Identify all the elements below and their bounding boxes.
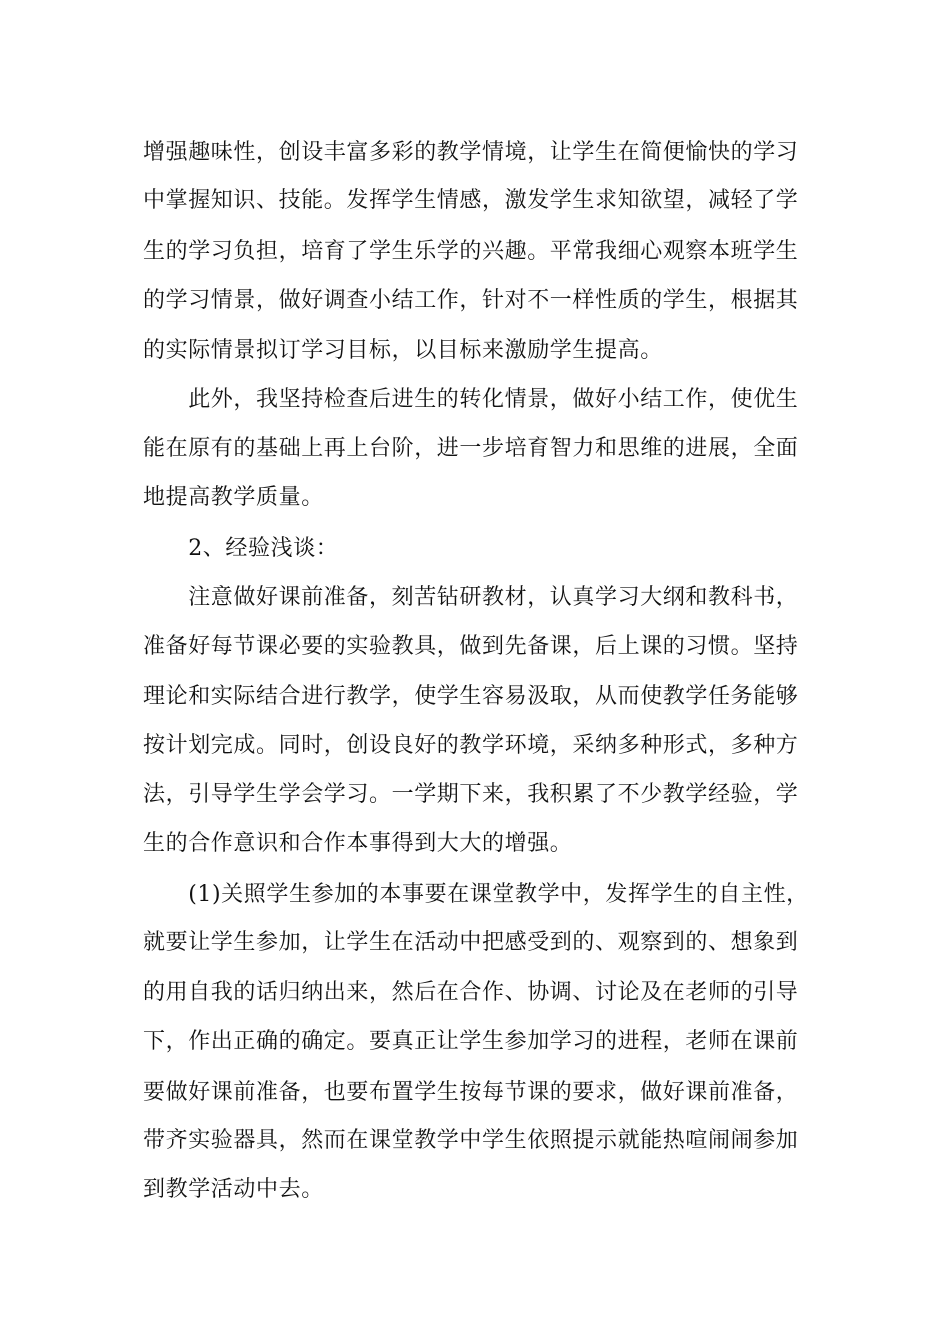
text-line: 到教学活动中去。	[143, 1177, 324, 1202]
text-line: 生的学习负担，培育了学生乐学的兴趣。平常我细心观察本班学生	[143, 239, 799, 264]
text-line: 带齐实验器具，然而在课堂教学中学生依照提示就能热喧闹闹参加	[143, 1128, 799, 1153]
text-line: 的学习情景，做好调查小结工作，针对不一样性质的学生，根据其	[143, 288, 799, 313]
text-line: 就要让学生参加，让学生在活动中把感受到的、观察到的、想象到	[143, 930, 799, 955]
text-line: 要做好课前准备，也要布置学生按每节课的要求，做好课前准备，	[143, 1080, 799, 1105]
text-line: 下，作出正确的确定。要真正让学生参加学习的进程，老师在课前	[143, 1029, 799, 1054]
text-line: 能在原有的基础上再上台阶，进一步培育智力和思维的进展，全面	[143, 436, 799, 461]
text-line: 增强趣味性，创设丰富多彩的教学情境，让学生在简便愉快的学习	[143, 140, 799, 165]
text-line: 的实际情景拟订学习目标，以目标来激励学生提高。	[143, 338, 663, 363]
text-line: 理论和实际结合进行教学，使学生容易汲取，从而使教学任务能够	[143, 684, 799, 709]
text-line: (1)关照学生参加的本事要在课堂教学中，发挥学生的自主性，	[143, 882, 809, 907]
text-line: 生的合作意识和合作本事得到大大的增强。	[143, 831, 573, 856]
text-line: 中掌握知识、技能。发挥学生情感，激发学生求知欲望，减轻了学	[143, 188, 799, 213]
section-heading: 2、经验浅谈：	[143, 536, 339, 561]
text-line: 法，引导学生学会学习。一学期下来，我积累了不少教学经验，学	[143, 782, 799, 807]
text-line: 按计划完成。同时，创设良好的教学环境，采纳多种形式，多种方	[143, 733, 799, 758]
text-line: 此外，我坚持检查后进生的转化情景，做好小结工作，使优生	[143, 387, 799, 412]
text-line: 准备好每节课必要的实验教具，做到先备课，后上课的习惯。坚持	[143, 634, 799, 659]
text-line: 地提高教学质量。	[143, 485, 324, 510]
text-line: 的用自我的话归纳出来，然后在合作、协调、讨论及在老师的引导	[143, 980, 799, 1005]
text-line: 注意做好课前准备，刻苦钻研教材，认真学习大纲和教科书，	[143, 585, 799, 610]
